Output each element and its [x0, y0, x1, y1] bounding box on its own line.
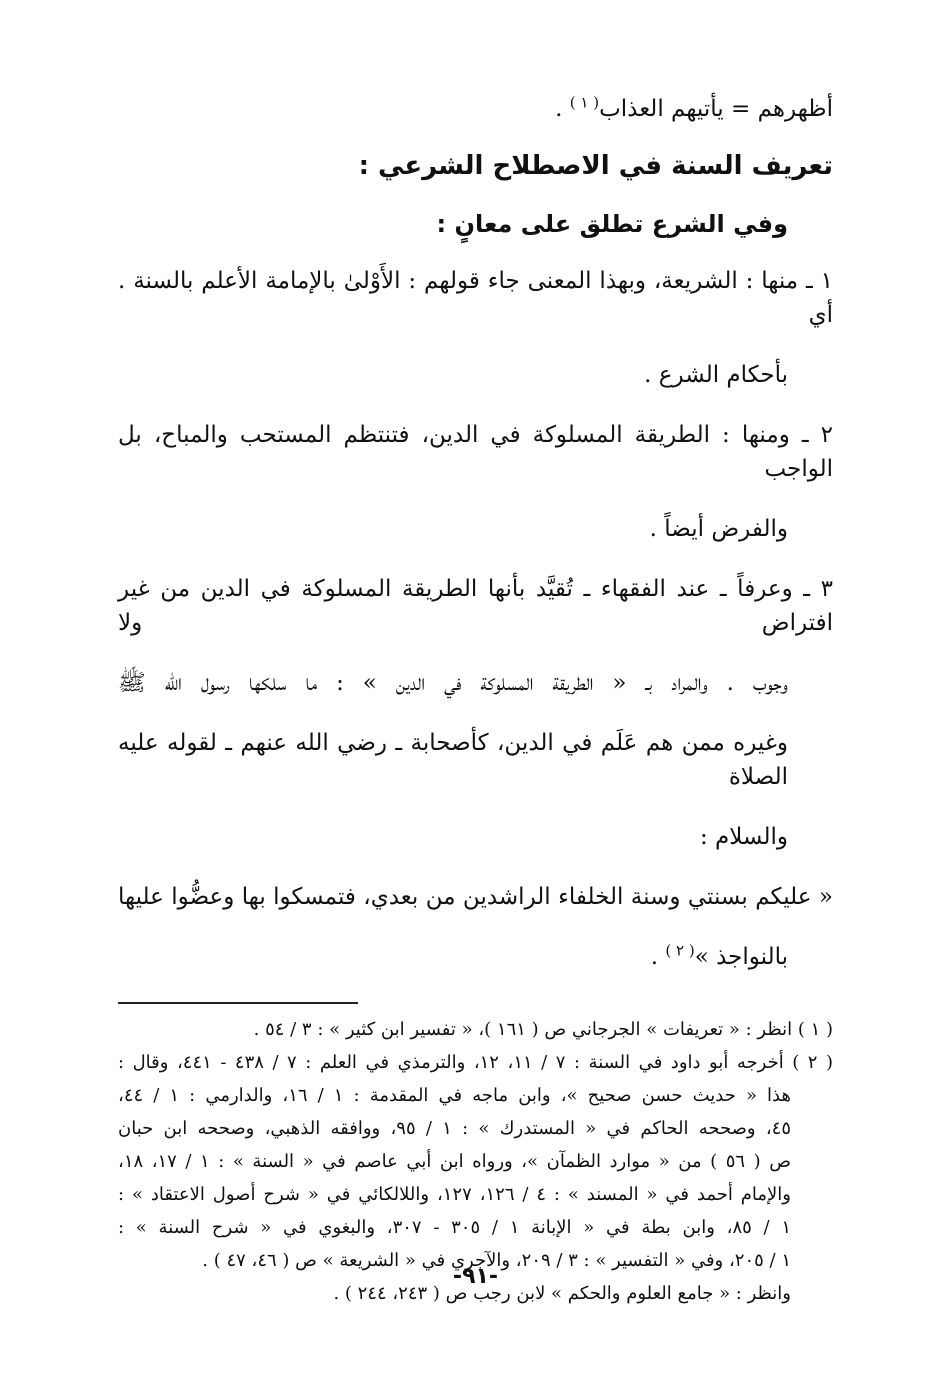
document-page [118, 92, 833, 1315]
section-heading: تعريف السنة في الاصطلاح الشرعي : [358, 151, 833, 181]
footnote-2-line-7: ١ / ٢٠٥، وفي « التفسير » : ٣ / ٢٠٩، والآجري في « الشريعة » ص ( ٤٦، ٤٧ ) . [202, 1250, 791, 1271]
list-item-3 [118, 572, 833, 854]
footnote-ref-2: ( ٢ ) [665, 941, 695, 960]
list-item-1-line-2: بأحكام الشرع . [644, 362, 788, 388]
page-number: -٩١- [452, 1264, 499, 1289]
footnote-2-line-4: ص ( ٥٦ ) من « موارد الظمآن »، ورواه ابن أبي عاصم في « السنة » : ١ / ١٧، ١٨، [118, 1151, 791, 1172]
opening-line: أظهرهم = يأتيهم العذاب$^{( ١ )}$ . [555, 93, 833, 122]
list-item-1-line-1: ١ ـ منها : الشريعة، وبهذا المعنى جاء قولهم : الأَوْلىٰ بالإمامة الأعلم بالسنة . أي [118, 268, 833, 328]
footnotes [118, 1018, 833, 1306]
footnote-2-line-8: وانظر : « جامع العلوم والحكم » لابن رجب ص ( ٢٤٣، ٢٤٤ ) . [333, 1283, 791, 1304]
footnote-2-line-5: والإمام أحمد في « المسند » : ٤ / ١٢٦، ١٢٧، واللالكائي في « شرح أصول الاعتقاد » : [118, 1184, 791, 1205]
footnote-2-line-2: هذا « حديث حسن صحيح »، وابن ماجه في المقدمة : ١ / ١٦، والدارمي : ١ / ٤٤، [118, 1085, 791, 1106]
list-item-3-line-1: ٣ ـ وعرفاً ـ عند الفقهاء ـ تُقيَّد بأنها الطريقة المسلوكة في الدين من غير افتراض ولا [118, 576, 833, 636]
list-item-3-line-4: والسلام : [699, 824, 788, 850]
hadith-line-2: بالنواجذ »$^{( ٢ )}$ . [650, 941, 788, 970]
footnote-divider [118, 1002, 358, 1004]
list-item-3-line-3: وغيره ممن هم عَلَم في الدين، كأصحابة ـ رضي الله عنهم ـ لقوله عليه الصلاة [118, 730, 788, 790]
footnote-2-line-3: ٤٥، وصححه الحاكم في « المستدرك » : ١ / ٩٥، ووافقه الذهبي، وصححه ابن حبان [118, 1118, 792, 1139]
list-item-2-line-1: ٢ ـ ومنها : الطريقة المسلوكة في الدين، فتنتظم المستحب والمباح، بل الواجب [118, 422, 833, 482]
hadith-quote [118, 880, 833, 974]
footnote-2-line-6: ١ / ٨٥، وابن بطة في « الإبانة ١ / ٣٠٥ - ٣٠٧، والبغوي في « شرح السنة » : [118, 1217, 791, 1238]
subsection-heading: وفي الشرع تطلق على معانٍ : [436, 210, 788, 238]
list-item-3-line-2: وجوب . والمراد بـ « الطريقة المسلوكة في الدين » : ما سلكها رسول الله ﷺ [118, 670, 788, 696]
list-item-2 [118, 418, 833, 546]
opening-text: أظهرهم = يأتيهم العذاب [599, 96, 833, 122]
list-item-2-line-2: والفرض أيضاً . [649, 516, 788, 542]
hadith-line-2-text: بالنواجذ » [694, 944, 788, 970]
list-item-1 [118, 264, 833, 392]
footnote-2-line-1: ( ٢ ) أخرجه أبو داود في السنة : ٧ / ١١، ١٢، والترمذي في العلم : ٧ / ٤٣٨ - ٤٤١، وقال : [118, 1052, 834, 1073]
footnote-ref-1: ( ١ ) [569, 93, 600, 112]
footnote-1: ( ١ ) انظر : « تعريفات » الجرجاني ص ( ١٦١ )، « تفسير ابن كثير » : ٣ / ٥٤ . [253, 1019, 833, 1040]
hadith-line-1: « عليكم بسنتي وسنة الخلفاء الراشدين من بعدي، فتمسكوا بها وعضُّوا عليها [118, 884, 833, 910]
